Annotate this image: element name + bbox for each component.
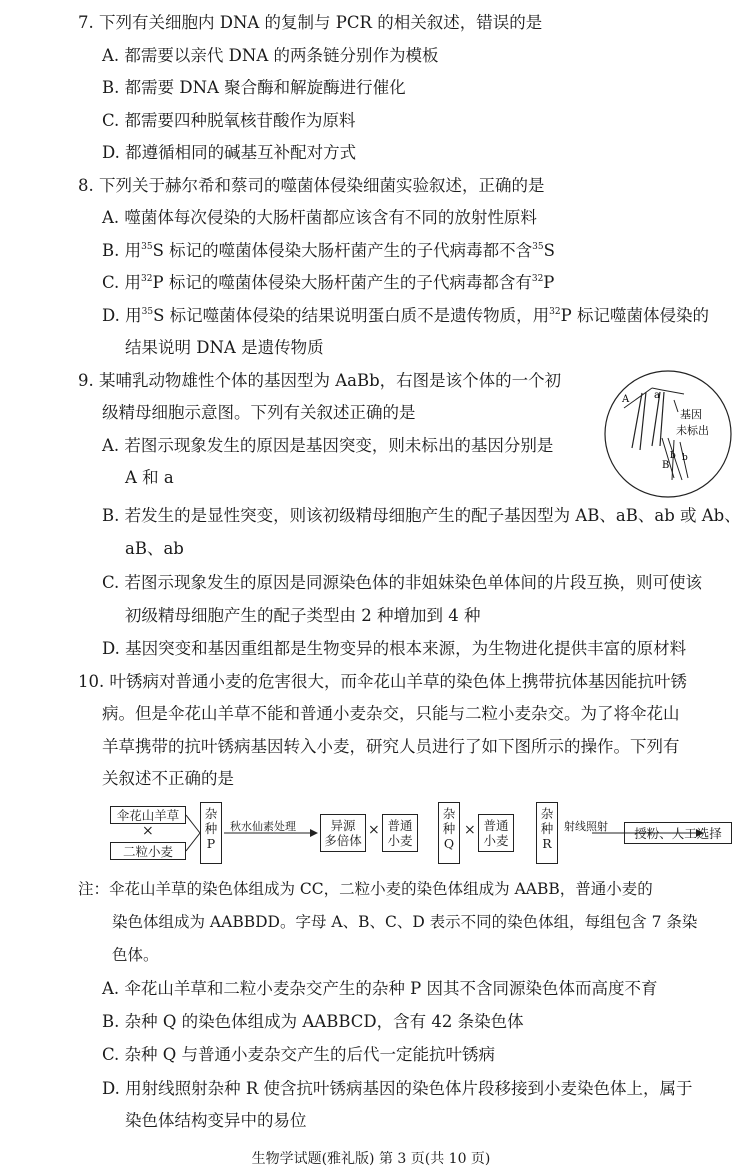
q8-option-a: A. 噬菌体每次侵染的大肠杆菌都应该含有不同的放射性原料 bbox=[102, 208, 537, 227]
q10-stem-2: 病。但是伞花山羊草不能和普通小麦杂交，只能与二粒小麦杂交。为了将伞花山 bbox=[102, 704, 680, 723]
breeding-flow-diagram bbox=[108, 800, 738, 870]
q10-option-d-cont: 染色体结构变异中的易位 bbox=[125, 1111, 307, 1130]
bracket-line bbox=[186, 815, 200, 833]
q8-option-d-cont: 结果说明 DNA 是遗传物质 bbox=[125, 338, 324, 357]
page-footer: 生物学试题(雅礼版) 第 3 页(共 10 页) bbox=[251, 1151, 491, 1167]
q10-stem-1: 10. 叶锈病对普通小麦的危害很大，而伞花山羊草的染色体上携带抗体基因能抗叶锈 bbox=[78, 672, 687, 691]
gene-label-B: B bbox=[662, 460, 670, 471]
cross-symbol-2: × bbox=[368, 822, 380, 838]
arrowhead bbox=[310, 829, 318, 837]
common-wheat-box-1: 普通 小麦 bbox=[382, 814, 418, 852]
cross-symbol-3: × bbox=[464, 822, 476, 838]
q8-option-c: C. 用$^{32}$P 标记的噬菌体侵染大肠杆菌产生的子代病毒都含有$^{32}$P bbox=[102, 273, 555, 292]
irradiation-label: 射线照射 bbox=[564, 820, 608, 833]
gene-label-a: a bbox=[654, 390, 660, 401]
q9-option-b: B. 若发生的是显性突变，则该初级精母细胞产生的配子基因型为 AB、aB、ab 或 Ab、 bbox=[102, 506, 741, 525]
common-wheat-box-2: 普通 小麦 bbox=[478, 814, 514, 852]
gene-label-A: A bbox=[622, 394, 630, 405]
q7-stem: 7. 下列有关细胞内 DNA 的复制与 PCR 的相关叙述，错误的是 bbox=[78, 13, 543, 32]
q10-option-b: B. 杂种 Q 的染色体组成为 AABBCD，含有 42 条染色体 bbox=[102, 1012, 524, 1031]
spermatocyte-svg bbox=[602, 368, 734, 500]
hybrid-r-box: 杂 种 R bbox=[536, 802, 558, 864]
spermatocyte-figure bbox=[602, 368, 734, 500]
q10-option-d: D. 用射线照射杂种 R 使含抗叶锈病基因的染色体片段移接到小麦染色体上，属于 bbox=[102, 1079, 693, 1098]
label-pointer bbox=[674, 400, 678, 412]
q9-option-d: D. 基因突变和基因重组都是生物变异的根本来源，为生物进化提供丰富的原材料 bbox=[102, 639, 687, 658]
hybrid-q-box: 杂 种 Q bbox=[438, 802, 460, 864]
q10-stem-4: 关叙述不正确的是 bbox=[102, 769, 234, 788]
q10-option-a: A. 伞花山羊草和二粒小麦杂交产生的杂种 P 因其不含同源染色体而高度不育 bbox=[102, 979, 658, 998]
q9-stem-1: 9. 某哺乳动物雄性个体的基因型为 AaBb，右图是该个体的一个初 bbox=[78, 371, 562, 390]
colchicine-label: 秋水仙素处理 bbox=[230, 820, 296, 833]
bracket-line bbox=[186, 833, 200, 851]
q9-stem-2: 级精母细胞示意图。下列有关叙述正确的是 bbox=[102, 403, 416, 422]
q9-option-b-cont: aB、ab bbox=[125, 539, 184, 558]
q7-option-b: B. 都需要 DNA 聚合酶和解旋酶进行催化 bbox=[102, 78, 406, 97]
q7-option-a: A. 都需要以亲代 DNA 的两条链分别作为模板 bbox=[102, 46, 439, 65]
allopolyploid-box: 异源 多倍体 bbox=[320, 814, 366, 852]
q8-stem: 8. 下列关于赫尔希和蔡司的噬菌体侵染细菌实验叙述，正确的是 bbox=[78, 176, 545, 195]
q9-option-c: C. 若图示现象发生的原因是同源染色体的非姐妹染色单体间的片段互换，则可使该 bbox=[102, 573, 703, 592]
gene-label-b1: b bbox=[670, 451, 676, 461]
q7-option-d: D. 都遵循相同的碱基互补配对方式 bbox=[102, 143, 357, 162]
q8-option-d: D. 用$^{35}$S 标记噬菌体侵染的结果说明蛋白质不是遗传物质，用$^{32}$P 标记噬菌体侵染的 bbox=[102, 306, 709, 325]
q10-note-1: 注：伞花山羊草的染色体组成为 CC，二粒小麦的染色体组成为 AABB，普通小麦的 bbox=[78, 880, 653, 898]
pollination-selection-box: 授粉、人工选择 bbox=[624, 822, 732, 844]
q10-option-c: C. 杂种 Q 与普通小麦杂交产生的后代一定能抗叶锈病 bbox=[102, 1045, 496, 1064]
chromosome-arm bbox=[660, 392, 664, 446]
q10-note-2: 染色体组成为 AABBDD。字母 A、B、C、D 表示不同的染色体组，每组包含 7 条染 bbox=[112, 913, 698, 931]
hybrid-p-box: 杂 种 P bbox=[200, 802, 222, 864]
q9-option-c-cont: 初级精母细胞产生的配子类型由 2 种增加到 4 种 bbox=[125, 606, 481, 625]
parent-aegilops-box: 伞花山羊草 bbox=[110, 806, 186, 824]
q9-option-a: A. 若图示现象发生的原因是基因突变，则未标出的基因分别是 bbox=[102, 436, 554, 455]
spindle-line bbox=[662, 390, 684, 394]
q8-option-b: B. 用$^{35}$S 标记的噬菌体侵染大肠杆菌产生的子代病毒都不含$^{35}$S bbox=[102, 241, 555, 260]
gene-label-b2: b bbox=[682, 453, 688, 463]
cell-outline bbox=[605, 371, 731, 497]
q9-option-a-cont: A 和 a bbox=[125, 468, 174, 487]
q7-option-c: C. 都需要四种脱氧核苷酸作为原料 bbox=[102, 111, 356, 130]
parent-emmer-box: 二粒小麦 bbox=[110, 842, 186, 860]
cross-symbol: × bbox=[142, 823, 154, 839]
q10-stem-3: 羊草携带的抗叶锈病基因转入小麦，研究人员进行了如下图所示的操作。下列有 bbox=[102, 737, 680, 756]
figure-label-unlabeled: 未标出 bbox=[676, 424, 709, 437]
q10-note-3: 色体。 bbox=[112, 946, 159, 964]
figure-label-gene: 基因 bbox=[680, 408, 702, 421]
